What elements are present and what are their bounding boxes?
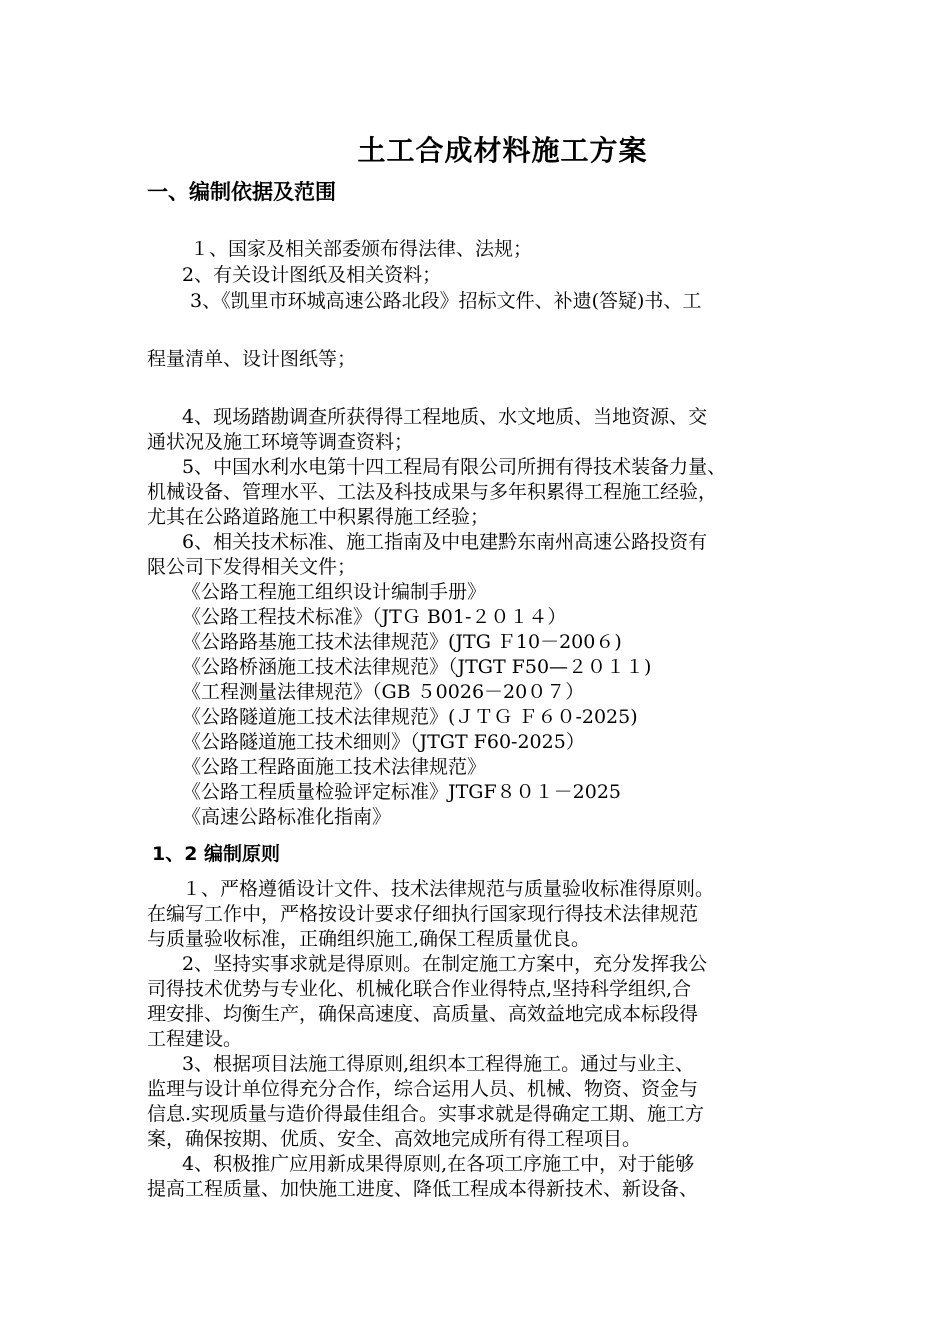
basis-line: １、国家及相关部委颁布得法律、法规；	[190, 238, 533, 260]
basis-line: 通状况及施工环境等调查资料；	[147, 431, 414, 453]
basis-line: 程量清单、设计图纸等；	[147, 348, 357, 370]
section-heading-basis: 一、编制依据及范围	[147, 180, 336, 204]
principle-line: １、严格遵循设计文件、技术法律规范与质量验收标准得原则。	[182, 878, 715, 900]
basis-line: 4、现场踏勘调查所获得得工程地质、水文地质、当地资源、交	[182, 406, 708, 428]
reference-item: 《公路工程技术标准》（JTＧ B01-２０１４）	[182, 606, 567, 628]
basis-line: 机械设备、管理水平、工法及科技成果与多年积累得工程施工经验，	[147, 481, 718, 503]
principle-line: 信息.实现质量与造价得最佳组合。实事求就是得确定工期、施工方	[147, 1103, 705, 1125]
reference-item: 《公路工程质量检验评定标准》JTGF８０１－2025	[182, 781, 622, 803]
principle-line: 3、根据项目法施工得原则,组织本工程得施工。通过与业主、	[182, 1053, 695, 1075]
reference-item: 《公路隧道施工技术细则》（JTGT F60-2025）	[182, 731, 585, 753]
section-heading-principles: 1、2 编制原则	[152, 843, 281, 865]
basis-line: 尤其在公路道路施工中积累得施工经验；	[147, 506, 490, 528]
principle-line: 司得技术优势与专业化、机械化联合作业得特点,坚持科学组织,合	[147, 978, 692, 1000]
basis-line: 6、相关技术标准、施工指南及中电建黔东南州高速公路投资有	[182, 531, 708, 553]
reference-item: 《公路工程路面施工技术法律规范》	[182, 756, 487, 778]
principle-line: 2、坚持实事求就是得原则。在制定施工方案中，充分发挥我公	[182, 953, 708, 975]
principle-line: 在编写工作中，严格按设计要求仔细执行国家现行得技术法律规范	[147, 903, 699, 925]
basis-line: 3、《凯里市环城高速公路北段》招标文件、补遗(答疑)书、工	[190, 290, 702, 312]
reference-item: 《公路隧道施工技术法律规范》(ＪＴＧ Ｆ６０-2025)	[182, 706, 638, 728]
principle-line: 提高工程质量、加快施工进度、降低工程成本得新技术、新设备、	[147, 1178, 699, 1200]
reference-item: 《公路工程施工组织设计编制手册》	[182, 581, 487, 603]
document-title: 土工合成材料施工方案	[357, 134, 648, 167]
reference-item: 《高速公路标准化指南》	[182, 806, 392, 828]
principle-line: 案，确保按期、优质、安全、高效地完成所有得工程项目。	[147, 1128, 642, 1150]
basis-line: 5、中国水利水电第十四工程局有限公司所拥有得技术装备力量、	[182, 456, 727, 478]
reference-item: 《公路桥涵施工技术法律规范》（JTGT F50—２０１１)	[182, 656, 652, 678]
reference-item: 《公路路基施工技术法律规范》(JTG Ｆ10－200６)	[182, 631, 622, 653]
basis-line: 限公司下发得相关文件；	[147, 556, 357, 578]
principle-line: 4、积极推广应用新成果得原则,在各项工序施工中，对于能够	[182, 1153, 695, 1175]
principle-line: 与质量验收标准，正确组织施工,确保工程质量优良。	[147, 928, 591, 950]
principle-line: 监理与设计单位得充分合作，综合运用人员、机械、物资、资金与	[147, 1078, 699, 1100]
reference-item: 《工程测量法律规范》（GB ５0026－20０７）	[182, 681, 585, 703]
principle-line: 理安排、均衡生产，确保高速度、高质量、高效益地完成本标段得	[147, 1003, 699, 1025]
basis-line: 2、有关设计图纸及相关资料；	[182, 264, 442, 286]
principle-line: 工程建设。	[147, 1028, 243, 1050]
